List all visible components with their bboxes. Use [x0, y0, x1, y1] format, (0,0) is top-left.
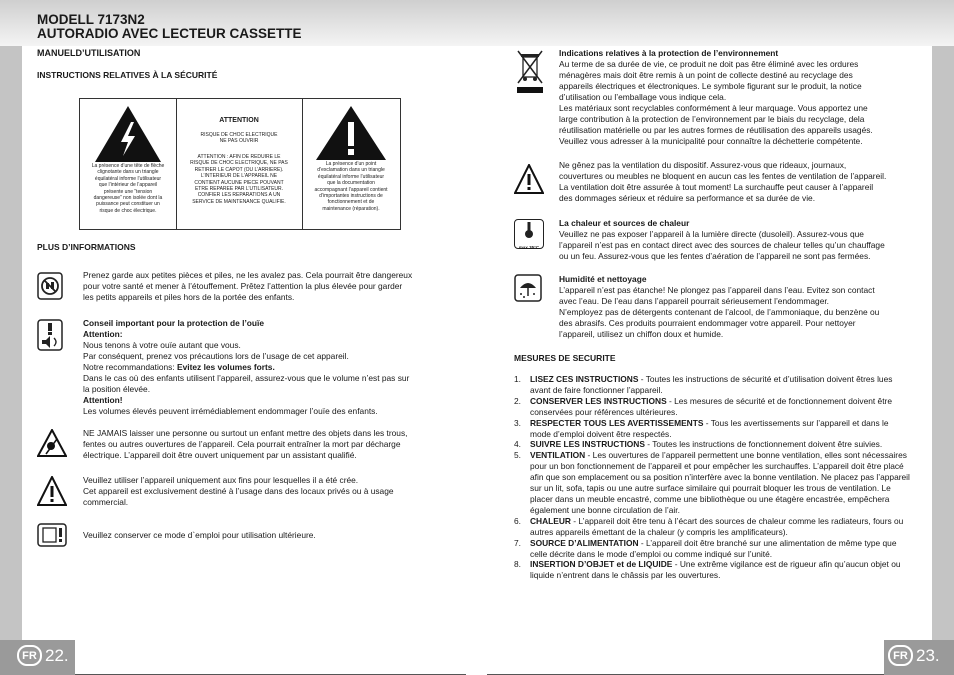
exclamation-triangle-icon	[314, 104, 388, 162]
lightning-triangle-icon	[93, 104, 163, 164]
attention-column	[176, 99, 303, 229]
ventilation-text: Ne gênez pas la ventilation du dispositif. Assurez-vous que rideaux, journaux, couvertures ou meubles ne bloquent en aucun cas les fentes de ventilation de l’appareil. La ventilation doit être assurée à tout moment! La surchauffe peut causer à l’appareil des dommages sérieux et réduire sa performance et sa durée de vie.	[559, 160, 887, 203]
insert-objects-text: NE JAMAIS laisser une personne ou surtout un enfant mettre des objets dans les trous, fentes ou autres ouvertures de l’appareil. Cela pourrait entraîner la mort par décharge électrique. L’appareil doit être ouvert uniquement par un assistant qualifié.	[83, 428, 408, 460]
manual-title: MANUELD’UTILISATION	[37, 48, 141, 58]
list-item: 8. INSERTION D’OBJET et de LIQUIDE - Une extrême vigilance est de rigueur afin qu’aucun objet ou liquide n’entrent dans le châssis par les ouvertures.	[514, 559, 901, 581]
list-item: 3. RESPECTER TOUS LES AVERTISSEMENTS - Tous les avertissements sur l’appareil et dans le mode d’emploi doivent être respectés.	[514, 417, 889, 439]
attention-title: ATTENTION	[219, 117, 259, 124]
list-item: 5. VENTILATION - Les ouvertures de l’appareil permettent une bonne ventilation, elles sont nécessaires pour un bon fonctionnement de l’appareil et pour empêcher les surchauffes. L’appareil doit être placé afin que son emplacement ou sa position n’interfère avec la bonne ventilation. Ne placez pas l’appareil sur un lit, sofa, tapis ou une autre surface similaire qui pourrait bloquer les trous de ventilation. Le placer dans un meuble encastré, comme une bibliothèque ou une étagère encastrée, empêchera également une bonne circulation de l’air.	[514, 450, 910, 515]
manual-book-icon	[37, 523, 67, 547]
safety-measures-list	[514, 374, 910, 581]
language-badge: FR	[17, 645, 42, 666]
page-number-left: FR 22.	[17, 645, 69, 666]
thermometer-icon	[515, 220, 543, 240]
attention-body-text: ATTENTION : AFIN DE REDUIRE LE RISQUE DE CHOC ELECTRIQUE, NE PAS RETIRER LE CAPOT (OU L’ARRIERE). L’INTERIEUR DE L’APPAREIL NE CONTIENT AUCUNE PIECE POUVANT ETRE REPAREE PAR L’UTILISATEUR. CONFIER LES REPARATIONS A UN SERVICE DE MAINTENANCE QUALIFIE.	[190, 154, 288, 205]
heat-max-temp-icon: max 35°C	[514, 219, 544, 249]
usage-text: Veuillez utiliser l’appareil uniquement aux fins pour lesquelles il a été crée. Cet appareil est exclusivement destiné à l’usage dans des locaux privés ou à usage commercial.	[83, 475, 394, 507]
no-small-parts-icon	[37, 272, 63, 300]
shock-risk-text: RISQUE DE CHOC ELECTRIQUE NE PAS OUVRIR	[200, 132, 278, 145]
lightning-text: La présence d’une tête de flèche clignotante dans un triangle équilatéral informe l’utilisateur que l’intérieur de l’appareil présente une “tension dangereuse” non isolée dont la puissance peut constituer un risque de choc électrique.	[91, 163, 165, 214]
exclamation-column	[302, 99, 400, 229]
more-info-title: PLUS D’INFORMATIONS	[37, 242, 136, 252]
humidity-text: Humidité et nettoyage L’appareil n’est pas étanche! Ne plongez pas l’appareil dans l’eau. Evitez son contact avec l’eau. De l’eau dans l’appareil pourrait sérieusement l’endommager. N’employez pas de détergents contenant de l’alcool, de l’ammoniaque, du benzène ou des abrasifs. Ces produits pourraient endommager votre appareil. Pour nettoyer l’appareil, utilisez un chiffon doux et humide.	[559, 274, 880, 339]
product-title: AUTORADIO AVEC LECTEUR CASSETTE	[37, 26, 302, 41]
right-margin-bar	[932, 46, 954, 675]
heat-text: La chaleur et sources de chaleur Veuillez ne pas exposer l’appareil à la lumière directe (dusoleil). Assurez-vous que l’appareil n’est pas en contact direct avec des sources de chaleur telles qu’un chauffage ou un feu. Assurez-vous que les fentes d’aération de l’appareil ne sont pas fermées.	[559, 218, 885, 261]
exclamation-text: La présence d’un point d’exclamation dans un triangle équilatéral informe l’utilisateur que la documentation accompagnant l’appareil contient d’importantes instructions de fonctionnement et de maintenance (réparation).	[314, 161, 388, 212]
safety-title: INSTRUCTIONS RELATIVES À LA SÉCURITÉ	[37, 70, 218, 80]
hearing-protection-icon	[37, 319, 63, 351]
warning-triangle-icon	[37, 476, 67, 506]
list-item: 6. CHALEUR - L’appareil doit être tenu à l’écart des sources de chaleur comme les radiateurs, fours ou autres appareils émettant de la chaleur (y compris les amplificateurs).	[514, 515, 904, 537]
language-badge: FR	[888, 645, 913, 666]
list-item: 4. SUIVRE LES INSTRUCTIONS - Toutes les instructions de fonctionnement doivent être suivies.	[514, 439, 883, 450]
list-item: 7. SOURCE D’ALIMENTATION - L’appareil doit être branché sur une alimentation de même type que celle décrite dans le mode d’emploi ou comme indiqué sur l’unité.	[514, 537, 897, 559]
lightning-column	[80, 99, 177, 229]
list-item: 2. CONSERVER LES INSTRUCTIONS - Les mesures de sécurité et de fonctionnement doivent être conservées pour références ultérieures.	[514, 395, 892, 417]
environment-text: Indications relatives à la protection de l’environnement Au terme de sa durée de vie, ce produit ne doit pas être éliminé avec les ordures ménagères mais doit être remis à un point de collecte destiné au recyclage des appareils électriques et électroniques. Le symbole figurant sur le produit, la notice d’utilisation ou l’emballage vous indique cela. Les matériaux sont recyclables conformément à leur marquage. Vous apportez une large contribution à la protection de l’environnement par le biais du recyclage, dela réutilisation matérielle ou par les autres formes de réutilisation des appareils usagés. Veuillez vous adresser à la municipalité pour connaître la déchetterie compétente.	[559, 48, 873, 146]
humidity-cleaning-icon	[514, 274, 542, 302]
keep-manual-text: Veuillez conserver ce mode d`emploi pour utilisation ultérieure.	[83, 530, 316, 540]
hearing-text: Conseil important pour la protection de l’ouïe Attention: Nous tenons à votre ouïe autant que vous. Par conséquent, prenez vos précautions lors de l’usage de cet appareil. Notre recommandations: Evitez les volumes forts. Dans le cas où des enfants utilisent l’appareil, assurez-vous que le volume n’est pas sur la position élevée. Attention! Les volumes élevés peuvent irrémédiablement endommager l’ouïe des enfants.	[83, 318, 410, 416]
model-title: MODELL 7173N2	[37, 12, 145, 27]
ventilation-warning-icon	[514, 164, 544, 194]
measures-title: MESURES DE SECURITE	[514, 353, 616, 363]
warning-box	[79, 98, 401, 230]
left-margin-bar	[0, 46, 22, 675]
electric-shock-warning-icon	[37, 429, 67, 457]
page-number-right: FR 23.	[888, 645, 940, 666]
list-item: 1. LISEZ CES INSTRUCTIONS - Toutes les instructions de sécurité et d’utilisation doivent êtres lues avant de faire fonctionner l’appareil.	[514, 374, 893, 395]
weee-bin-icon	[515, 47, 545, 95]
small-parts-text: Prenez garde aux petites pièces et piles, ne les avalez pas. Cela pourrait être dangereux pour votre santé et mener à l’étouffement. Prêtez l’attention la plus élevée pour garder les petits appareils et piles hors de la portée des enfants.	[83, 270, 413, 302]
